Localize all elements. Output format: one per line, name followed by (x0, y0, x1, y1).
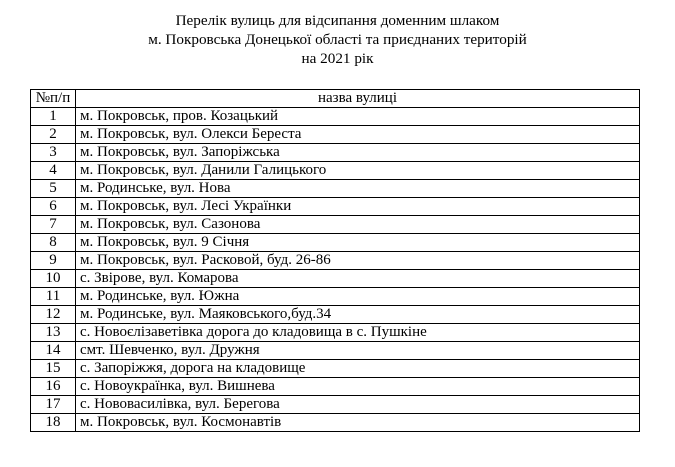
row-number: 8 (31, 234, 76, 252)
table-row (31, 108, 640, 126)
row-street-name: с. Новоукраїнка, вул. Вишнева (76, 378, 640, 396)
table-row (31, 342, 640, 360)
table-row (31, 306, 640, 324)
row-number: 7 (31, 216, 76, 234)
row-street-name: м. Покровськ, вул. Запоріжська (76, 144, 640, 162)
table-header-row (31, 90, 640, 108)
row-number: 16 (31, 378, 76, 396)
row-street-name: м. Покровськ, вул. Сазонова (76, 216, 640, 234)
title-line-2: м. Покровська Донецької області та приєднаних територій (148, 31, 527, 48)
row-number: 14 (31, 342, 76, 360)
table-row (31, 414, 640, 432)
table-row (31, 216, 640, 234)
header-number: №п/п (31, 90, 76, 108)
table-row (31, 324, 640, 342)
table-row (31, 198, 640, 216)
table-row (31, 252, 640, 270)
row-number: 5 (31, 180, 76, 198)
row-number: 9 (31, 252, 76, 270)
row-street-name: м. Родинське, вул. Южна (76, 288, 640, 306)
row-number: 17 (31, 396, 76, 414)
row-street-name: м. Покровськ, вул. Лесі Українки (76, 198, 640, 216)
table-row (31, 234, 640, 252)
table-row (31, 144, 640, 162)
row-number: 12 (31, 306, 76, 324)
document-title (0, 11, 675, 68)
header-street-name: назва вулиці (76, 90, 640, 108)
row-number: 3 (31, 144, 76, 162)
row-number: 6 (31, 198, 76, 216)
row-number: 10 (31, 270, 76, 288)
row-street-name: с. Новоєлізаветівка дорога до кладовища в с. Пушкіне (76, 324, 640, 342)
row-street-name: м. Покровськ, вул. Космонавтів (76, 414, 640, 432)
row-number: 13 (31, 324, 76, 342)
row-street-name: м. Родинське, вул. Нова (76, 180, 640, 198)
table-row (31, 360, 640, 378)
row-number: 2 (31, 126, 76, 144)
title-line-1: Перелік вулиць для відсипання доменним шлаком (175, 12, 500, 29)
table-row (31, 288, 640, 306)
table-row (31, 270, 640, 288)
table-row (31, 126, 640, 144)
row-number: 1 (31, 108, 76, 126)
row-street-name: с. Звірове, вул. Комарова (76, 270, 640, 288)
row-number: 4 (31, 162, 76, 180)
table-row (31, 180, 640, 198)
row-street-name: м. Покровськ, вул. Расковой, буд. 26-86 (76, 252, 640, 270)
streets-table (30, 89, 640, 432)
row-street-name: м. Покровськ, вул. 9 Січня (76, 234, 640, 252)
row-number: 15 (31, 360, 76, 378)
row-street-name: м. Родинське, вул. Маяковського,буд.34 (76, 306, 640, 324)
row-street-name: м. Покровськ, пров. Козацький (76, 108, 640, 126)
title-line-3: на 2021 рік (301, 50, 374, 67)
table-row (31, 396, 640, 414)
row-street-name: м. Покровськ, вул. Данили Галицького (76, 162, 640, 180)
row-street-name: с. Нововасилівка, вул. Берегова (76, 396, 640, 414)
row-street-name: смт. Шевченко, вул. Дружня (76, 342, 640, 360)
row-street-name: с. Запоріжжя, дорога на кладовище (76, 360, 640, 378)
table-row (31, 162, 640, 180)
row-number: 18 (31, 414, 76, 432)
table-row (31, 378, 640, 396)
row-street-name: м. Покровськ, вул. Олекси Береста (76, 126, 640, 144)
row-number: 11 (31, 288, 76, 306)
